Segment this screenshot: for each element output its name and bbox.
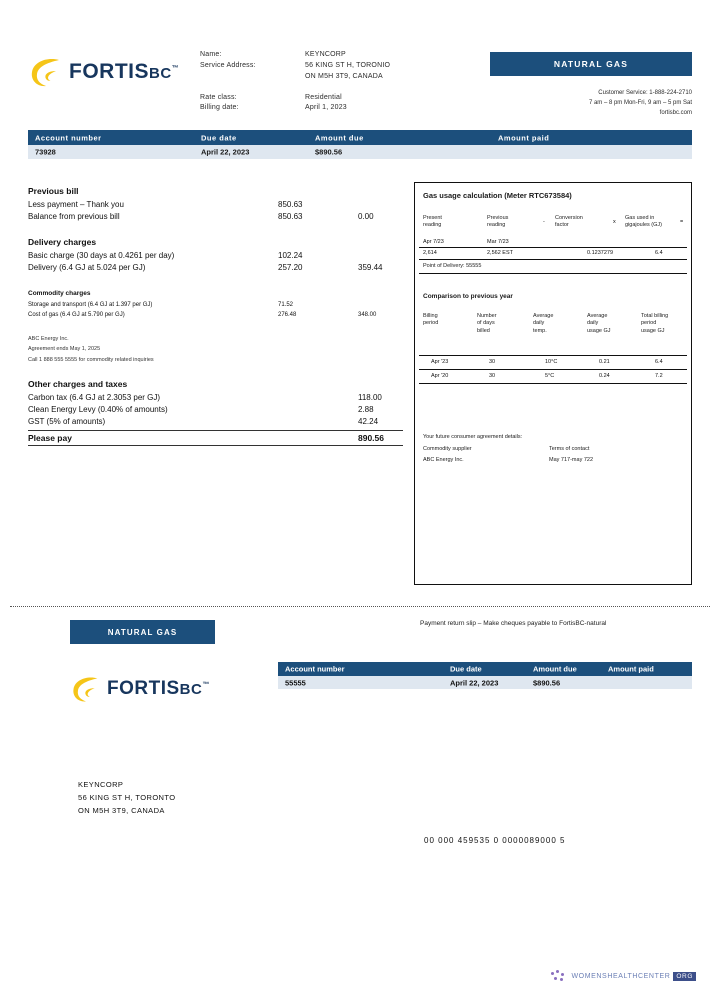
gas-usage-panel — [414, 182, 692, 585]
comp-row2-period: Apr '20 — [431, 373, 449, 379]
usage-conversion-factor: 0.1237279 — [587, 250, 613, 256]
divider — [419, 355, 687, 356]
stub-summary-header — [278, 662, 692, 676]
fortisbc-logo — [28, 55, 179, 89]
future-col-supplier: Commodity supplier — [423, 446, 472, 452]
contact-line: 7 am – 8 pm Mon-Fri, 9 am – 5 pm Sat — [588, 100, 692, 107]
delivery-charges-title: Delivery charges — [28, 237, 97, 247]
comp-row1-temp: 10°C — [545, 359, 558, 365]
charge-line: Balance from previous bill 850.63 0.00 — [28, 212, 374, 221]
charge-line: Less payment – Thank you 850.63 — [28, 200, 303, 209]
stub-payment-note: Payment return slip – Make cheques payable to FortisBC-natural — [420, 620, 607, 627]
comp-col-billing-period: Billing period — [423, 313, 439, 327]
dots-icon — [551, 970, 567, 982]
account-summary-values — [28, 145, 692, 159]
divider — [419, 259, 687, 260]
commodity-charges-title: Commodity charges — [28, 290, 91, 297]
supplier-note-line: Agreement ends May 1, 2025 — [28, 346, 101, 353]
comp-row1-period: Apr '23 — [431, 359, 449, 365]
flame-swirl-icon — [28, 55, 62, 89]
stub-col-amount-due: Amount due — [533, 664, 577, 674]
address-line: ON M5H 3T9, CANADA — [78, 806, 165, 816]
stub-service-banner: NATURAL GAS — [70, 620, 215, 644]
address-line: 56 KING ST H, TORONTO — [78, 793, 176, 803]
future-col-terms: Terms of contact — [549, 446, 590, 452]
stub-col-amount-paid: Amount paid — [608, 664, 654, 674]
value-account-number: 73928 — [35, 147, 56, 157]
stub-value-amount-due: $890.56 — [533, 678, 561, 687]
point-of-delivery: Point of Delivery: 55555 — [423, 263, 482, 269]
usage-col-conversion: Conversion factor — [555, 215, 583, 229]
col-account-number: Account number — [35, 133, 102, 142]
service-type-banner: NATURAL GAS — [490, 52, 692, 76]
comp-row1-total-usage: 6.4 — [655, 359, 663, 365]
comp-col-total-usage: Total billing period usage GJ — [641, 313, 669, 334]
comp-row2-temp: 5°C — [545, 373, 555, 379]
divider — [419, 383, 687, 384]
usage-operator-times: x — [613, 219, 616, 225]
watermark — [551, 970, 696, 982]
billing-row: Billing date: April 1, 2023 — [200, 104, 347, 112]
tear-line-divider — [10, 606, 710, 607]
usage-previous-date: Mar 7/23 — [487, 239, 509, 245]
stub-col-due-date: Due date — [450, 664, 482, 674]
future-val-supplier: ABC Energy Inc. — [423, 457, 464, 463]
stub-col-account-number: Account number — [285, 664, 345, 674]
col-due-date: Due date — [201, 133, 237, 142]
charge-line: Basic charge (30 days at 0.4261 per day) 102.24 — [28, 251, 303, 260]
charge-line: Cost of gas (6.4 GJ at 5.790 per GJ) 276.48 348.00 — [28, 311, 377, 318]
watermark-badge: ORG — [673, 972, 696, 981]
customer-row: Name: KEYNCORP — [200, 51, 346, 58]
col-amount-paid: Amount paid — [498, 133, 550, 142]
usage-gas-used: 6.4 — [655, 250, 663, 256]
stub-summary-values — [278, 676, 692, 689]
comp-row2-avg-usage: 0.24 — [599, 373, 610, 379]
charge-line: Clean Energy Levy (0.40% of amounts) 2.88 — [28, 405, 374, 414]
stub-mailing-address — [78, 778, 175, 817]
supplier-note-line: Call 1 888 555 5555 for commodity related inquiries — [28, 356, 154, 363]
comparison-title: Comparison to previous year — [423, 293, 513, 300]
stub-value-due-date: April 22, 2023 — [450, 678, 499, 687]
brand-name: FORTISBC™ — [69, 60, 180, 83]
address-line: KEYNCORP — [78, 780, 124, 789]
usage-operator-equals: = — [680, 219, 684, 225]
stub-value-account-number: 55555 — [285, 678, 306, 687]
divider — [419, 247, 687, 248]
total-due-row: Please pay 890.56 — [28, 430, 403, 446]
billing-info — [200, 93, 390, 115]
customer-row: Service Address: 56 KING ST H, TORONIO — [200, 61, 391, 69]
customer-info — [200, 50, 390, 114]
contact-line-website[interactable]: fortisbc.com — [659, 110, 692, 117]
charge-line: Storage and transport (6.4 GJ at 1.397 per GJ) 71.52 — [28, 301, 294, 308]
usage-col-previous: Previous reading — [487, 215, 509, 229]
value-amount-due: $890.56 — [315, 147, 343, 157]
flame-swirl-icon — [70, 674, 100, 704]
previous-bill-title: Previous bill — [28, 186, 79, 196]
comp-row1-days: 30 — [489, 359, 496, 365]
commodity-charges — [28, 288, 403, 320]
comp-row2-days: 30 — [489, 373, 496, 379]
future-agreement-title: Your future consumer agreement details: — [423, 434, 523, 440]
comp-col-avg-usage: Average daily usage GJ — [587, 313, 611, 334]
supplier-note — [28, 334, 403, 365]
other-charges-title: Other charges and taxes — [28, 379, 128, 389]
brand-name: FORTISBC™ — [107, 678, 210, 699]
usage-previous-reading: 2,562 EST — [487, 250, 513, 256]
divider — [419, 369, 687, 370]
future-val-terms: May 717-may 722 — [549, 457, 594, 463]
usage-col-gas-used: Gas used in gigajoules (GJ) — [625, 215, 662, 229]
account-summary-header — [28, 130, 692, 145]
watermark-text: WOMENSHEALTHCENTER — [571, 972, 671, 980]
stub-ocr-scanline: 00 000 459535 0 0000089000 5 — [424, 836, 566, 845]
comp-col-days-billed: Number of days billed — [477, 313, 497, 334]
gas-usage-title: Gas usage calculation (Meter RTC673584) — [423, 191, 572, 200]
customer-service-contact — [490, 88, 692, 119]
charge-line: Delivery (6.4 GJ at 5.024 per GJ) 257.20 359.44 — [28, 263, 383, 272]
contact-line: Customer Service: 1-888-224-2710 — [598, 90, 692, 96]
col-amount-due: Amount due — [315, 133, 364, 142]
usage-col-present: Present reading — [423, 215, 442, 229]
supplier-note-line: ABC Energy Inc. — [28, 335, 69, 342]
divider — [419, 273, 687, 274]
usage-present-date: Apr 7/23 — [423, 239, 444, 245]
comp-row1-avg-usage: 0.21 — [599, 359, 610, 365]
charge-line: GST (5% of amounts) 42.24 — [28, 417, 379, 426]
charges-section — [28, 186, 403, 446]
billing-row: Rate class: Residential — [200, 93, 342, 101]
comp-col-avg-temp: Average daily temp. — [533, 313, 554, 334]
customer-row: ON M5H 3T9, CANADA — [305, 72, 383, 80]
stub-fortisbc-logo — [70, 674, 210, 704]
charge-line: Carbon tax (6.4 GJ at 2.3053 per GJ) 118.00 — [28, 393, 382, 402]
comp-row2-total-usage: 7.2 — [655, 373, 663, 379]
usage-present-reading: 2,614 — [423, 250, 437, 256]
value-due-date: April 22, 2023 — [201, 147, 250, 157]
usage-operator-minus: - — [543, 219, 545, 225]
